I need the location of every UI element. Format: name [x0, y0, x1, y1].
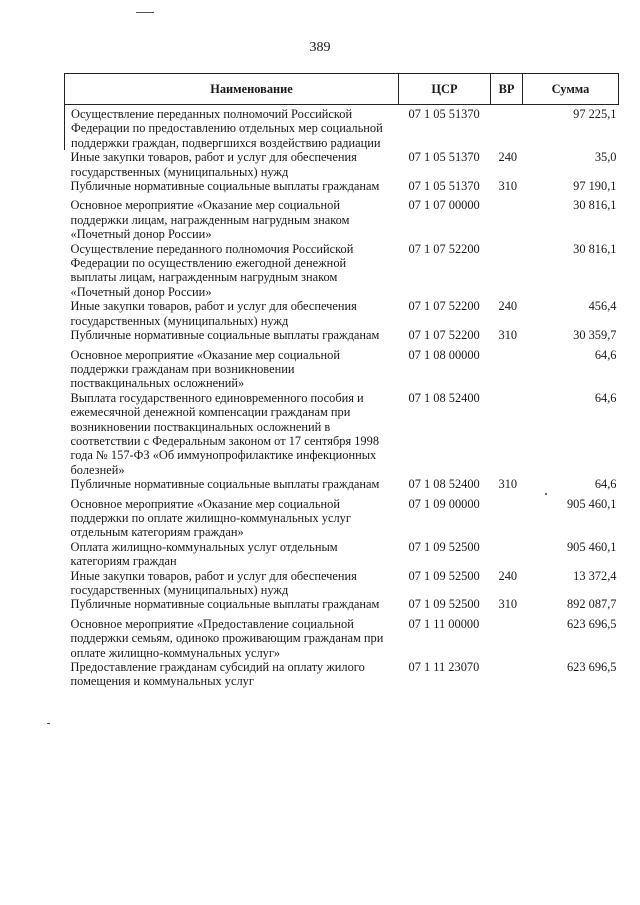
cell-csr: 07 1 07 52200	[408, 241, 480, 256]
cell-sum: 905 460,1	[566, 496, 617, 511]
cell-csr: 07 1 09 52500	[408, 597, 480, 612]
cell-vr	[491, 617, 523, 660]
cell-name: Иные закупки товаров, работ и услуг для обеспечения государственных (муниципальных) нужд	[70, 299, 357, 328]
cell-csr: 07 1 07 52200	[408, 328, 480, 343]
header-sum: Сумма	[523, 74, 619, 105]
table-row	[65, 597, 619, 616]
cell-vr	[491, 660, 523, 689]
table-body	[65, 105, 619, 689]
table-row	[65, 660, 619, 689]
cell-sum: 892 087,7	[566, 597, 617, 612]
cell-sum: 64,6	[594, 347, 617, 362]
table-row	[65, 477, 619, 496]
cell-name: Основное мероприятие «Оказание мер социальной поддержки по оплате жилищно-коммунальных услуг отдельным категориям граждан»	[70, 496, 351, 540]
cell-sum: 13 372,4	[573, 568, 617, 583]
cell-sum: 64,6	[594, 477, 617, 492]
budget-table	[64, 73, 619, 689]
cell-csr: 07 1 09 00000	[408, 496, 480, 511]
cell-vr	[491, 497, 523, 540]
cell-sum: 623 696,5	[566, 660, 617, 675]
cell-sum: 456,4	[588, 299, 617, 314]
cell-sum: 97 225,1	[573, 107, 617, 121]
cell-csr: 07 1 11 00000	[408, 616, 480, 631]
cell-csr: 07 1 07 00000	[408, 198, 480, 213]
header-name: Наименование	[65, 74, 399, 105]
cell-csr: 07 1 08 52400	[408, 390, 480, 405]
cell-name: Выплата государственного единовременного пособия и ежемесячной денежной компенсации гражданам при возникновении поствакцинальных осложнений в соответствии с Федеральным законом от 17 сентября 1998 года № 157-ФЗ «Об иммунопрофилактике инфекционных болезней»	[70, 390, 380, 477]
table-row	[65, 328, 619, 347]
cell-name: Публичные нормативные социальные выплаты гражданам	[70, 477, 380, 492]
cell-vr	[491, 348, 523, 391]
cell-vr: 240	[498, 568, 518, 583]
cell-sum: 623 696,5	[566, 616, 617, 631]
cell-name: Основное мероприятие «Оказание мер социальной поддержки лицам, награжденным нагрудным знаком «Почетный донор России»	[70, 198, 350, 242]
table-row	[65, 242, 619, 300]
cell-name: Иные закупки товаров, работ и услуг для обеспечения государственных (муниципальных) нужд	[70, 568, 357, 597]
cell-sum: 97 190,1	[573, 179, 617, 194]
table-row	[65, 540, 619, 569]
table-row	[65, 617, 619, 660]
cell-vr	[491, 391, 523, 477]
cell-sum: 64,6	[594, 390, 617, 405]
cell-vr	[491, 242, 523, 300]
cell-name: Иные закупки товаров, работ и услуг для обеспечения государственных (муниципальных) нужд	[70, 150, 357, 179]
header-row	[65, 74, 619, 105]
cell-name: Осуществление переданного полномочия Российской Федерации по осуществлению ежегодной денежной выплаты лицам, награжденным нагрудным знаком «Почетный донор России»	[70, 241, 354, 299]
cell-vr	[491, 198, 523, 241]
cell-csr: 07 1 05 51370	[408, 107, 480, 121]
cell-csr: 07 1 08 00000	[408, 347, 480, 362]
cell-vr	[491, 540, 523, 569]
table-row	[65, 105, 619, 151]
cell-vr: 310	[498, 477, 518, 492]
header-vr: ВР	[491, 74, 523, 105]
cell-sum: 30 816,1	[573, 241, 617, 256]
cell-sum: 30 359,7	[573, 328, 617, 343]
cell-name: Основное мероприятие «Предоставление социальной поддержки семьям, одиноко проживающим гражданам при оплате жилищно-коммунальных услуг»	[70, 616, 384, 660]
budget-table-container	[64, 73, 618, 689]
cell-name: Предоставление гражданам субсидий на оплату жилого помещения и коммунальных услуг	[70, 660, 365, 689]
cell-vr: 240	[498, 299, 518, 314]
cell-vr	[491, 105, 523, 151]
table-row	[65, 497, 619, 540]
page-number: 389	[309, 40, 331, 55]
cell-name: Основное мероприятие «Оказание мер социальной поддержки гражданам при возникновении поствакцинальных осложнений»	[70, 347, 340, 391]
cell-sum: 30 816,1	[573, 198, 617, 213]
cell-name: Оплата жилищно-коммунальных услуг отдельным категориям граждан	[70, 539, 338, 569]
cell-csr: 07 1 05 51370	[408, 150, 480, 165]
cell-name: Осуществление переданных полномочий Российской Федерации по предоставлению отдельных мер социальной поддержки граждан, подвергшихся воздействию радиации	[65, 105, 399, 151]
cell-csr: 07 1 09 52500	[408, 539, 480, 554]
cell-vr: 310	[498, 179, 518, 194]
table-row	[65, 198, 619, 241]
cell-name: Публичные нормативные социальные выплаты гражданам	[70, 179, 380, 194]
cell-vr: 310	[498, 597, 518, 612]
table-row	[65, 299, 619, 328]
cell-csr: 07 1 07 52200	[408, 299, 480, 314]
cell-name: Публичные нормативные социальные выплаты гражданам	[70, 328, 380, 343]
table-row	[65, 569, 619, 598]
scan-mark	[47, 723, 50, 724]
cell-csr: 07 1 11 23070	[408, 660, 480, 675]
table-row	[65, 150, 619, 179]
cell-name: Публичные нормативные социальные выплаты гражданам	[70, 597, 380, 612]
cell-csr: 07 1 08 52400	[408, 477, 480, 492]
table-header	[65, 74, 619, 105]
header-csr: ЦСР	[399, 74, 491, 105]
table-row	[65, 348, 619, 391]
table-row	[65, 179, 619, 198]
scan-mark	[136, 12, 154, 13]
cell-csr: 07 1 05 51370	[408, 179, 480, 194]
cell-csr: 07 1 09 52500	[408, 568, 480, 583]
cell-sum: 905 460,1	[566, 539, 617, 554]
cell-sum: 35,0	[594, 150, 617, 165]
cell-vr: 240	[498, 150, 518, 165]
cell-vr: 310	[498, 328, 518, 343]
table-row	[65, 391, 619, 477]
